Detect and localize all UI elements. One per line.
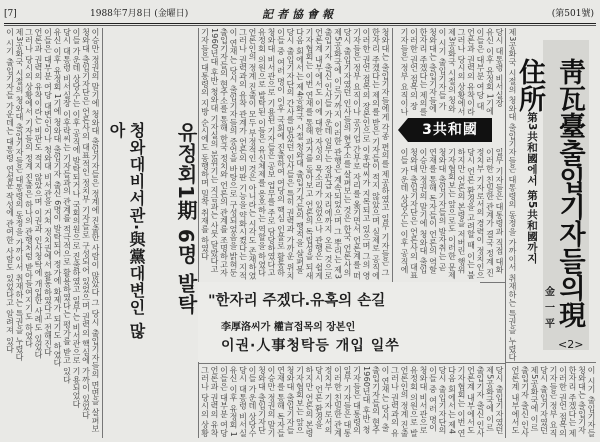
text-column: 유정회 의원으로 발탁된 이들은 유신체제를 옹호하는 역할을 하였다 <box>257 28 267 277</box>
text-column: 언론인의 정계 진출이 모두 부정적인 것은 아니라는 시각도 존재하였 <box>248 28 257 280</box>
text-column: 청와대 출입기자들의 발자취는 곧 <box>438 148 447 272</box>
text-column: 청와대는 출입기자들에 <box>428 28 438 113</box>
badge-notch <box>398 118 408 142</box>
text-column: 당시 출입기자단의 <box>438 366 447 435</box>
text-column: 기자협회는 이번 연 <box>457 366 466 438</box>
text-column: 제3공화국 시절의 청와 <box>447 28 457 113</box>
series-title: 靑瓦臺출입기자들의現住所 <box>514 58 585 328</box>
text-column: 기자들은 정부 요직이나 <box>400 28 409 116</box>
text-column: 다음 회에서는 제4 <box>447 366 457 435</box>
text-column: 언론계 내부에서도 이에 대한 자성의 목소리가 있었으나 관행은 쉽게 <box>314 28 324 280</box>
text-column: 청와대 출입기자단은 언론사의 대표적인 정치부 기자들로 구성되어 있었으며 권력의 핵심에 가까이 있었다 <box>81 28 91 419</box>
text-column: 유신 이후 유정회 1기에 <box>485 28 495 116</box>
text-column: 한자리 주겠다는 제의를 <box>419 28 428 116</box>
text-column: 당시 출입기자단의 간사를 맡았던 인사들은 특히 권력과 가까운 위치 <box>286 28 295 280</box>
section-rule <box>505 362 596 363</box>
text-column: 이들 가운데 상당수는 이후 공직에 발탁되거나 국회의원으로 진출하였고 일부는 비서관으로 기용되었다 <box>72 28 81 409</box>
text-column: 제5공화국에 이르 <box>530 366 539 432</box>
text-column: 언론계 내부에서도 <box>466 366 476 435</box>
text-column: 청와대 비서관으로 기용된 기자들은 공보 업무를 주로 담당하였다고 <box>267 28 276 277</box>
text-column: 당시 대통령 비서실장 이후락씨는 기자들과의 관계를 적극적으로 활용하였다는 평가를 받고 있다 <box>62 28 72 384</box>
text-column: 제5공화국에 이르기까지 이러한 관행은 계속되었으며 그 뿌리는 제3 <box>333 28 343 280</box>
text-column: 제5공화국에 이르 <box>485 366 495 432</box>
author-char: 金 <box>545 287 555 298</box>
text-column: 한자리 주겠다는 제의를 받은 기자들이 적지 않았으며 실제로 공직에 <box>371 28 381 280</box>
text-column: 청와대는 출입기자들에게 각종 편의를 제공하였고 일부 기자들은 그 <box>381 28 390 277</box>
text-column: 제3공화국 시절의 청와대 출입기자들은 대통령의 동정을 가까이서 취재하는 특권을 누렸다 <box>15 28 24 362</box>
text-column: 1960년대 후반 청와대 기자실의 분위기는 지금과는 사뭇 달랐다고 <box>210 28 219 274</box>
text-column: 청와대 출입기자들 <box>286 366 295 435</box>
masthead-rule <box>4 25 596 26</box>
page-number: [7] <box>4 9 17 19</box>
author-byline <box>537 285 563 333</box>
text-column: 이러한 권언 접목의 <box>558 366 568 438</box>
text-column: 언론인의 정계 진출 <box>400 366 409 438</box>
text-column: 언론계 내부에서도 <box>511 366 520 435</box>
text-column: 출입기자 출신 인사 <box>476 366 485 438</box>
text-column: 하지만 언론의 본령 <box>305 366 314 438</box>
headline: 유정회1期 6명 발탁 <box>174 122 198 315</box>
text-column: 그러나 권력과의 유착 관계가 언론의 비판 기능을 약화시켰다는 지적 <box>238 28 248 280</box>
text-column: 언론과 권력의 유착이라 <box>466 28 476 116</box>
text-column: 이들 가운데 상당수는 이후 공직에 <box>400 148 409 274</box>
text-column: 하지만 언론의 본령을 저버린 행위 <box>457 148 466 274</box>
text-column: 그러나 당시의 상황 <box>200 366 210 438</box>
text-column: 기자들은 대통령의 <box>352 366 362 435</box>
text-column: 그러나 당시의 상황에서 기자들의 정계 진출은 하나의 관행처럼 받아들여지기도 하였다 <box>24 28 34 348</box>
text-column: 기자들은 대통령의 지방 순시에도 동행하며 밀착 취재를 하였다 <box>200 28 210 261</box>
text-column: 1960년대 후반 청 <box>362 366 371 434</box>
column-divider <box>102 28 103 438</box>
author-char: 平 <box>545 319 555 330</box>
text-column: 당시 언론 환경을 <box>314 366 324 429</box>
text-column: 이 연재는 당시 출 <box>381 366 390 432</box>
text-column: 출입기자 출신 인사들 가운데 일부는 장관급 자리에까지 오른 것으로 <box>324 28 333 280</box>
text-column: 출입기자 출신 인사 <box>520 366 530 438</box>
text-column: 이 연재는 당시 출입기자들의 증언을 바탕으로 구성되었음을 밝혀둔 <box>229 28 238 277</box>
text-column: 기자협회보는 앞으 <box>295 366 305 435</box>
series-subtitle: 第3共和國에서 第5共和國까지 <box>526 112 538 264</box>
author-char: 一 <box>545 303 555 314</box>
text-column: 이승만 정권의 말기에 청와대 출입 <box>419 148 428 274</box>
text-column: 유정회 의원으로 발 <box>409 366 419 438</box>
text-column: 이들 가운데 상당수 <box>248 366 257 438</box>
quote-headline: "한자리 주겠다.유혹의 손길 <box>208 293 386 309</box>
text-column: 한자리 주겠다는 제 <box>568 366 577 438</box>
text-column: 정치부 기자로서의 경력이 정치인으 <box>476 148 485 280</box>
text-column: 이승만 정권의 말기에 청와대 출입기자들은 정계에 진출한 사람이 많았다 그 당시 출입기자들의 면면을 살펴보 <box>91 28 100 433</box>
text-column: 이 시기 출입기자들 <box>587 366 596 438</box>
text-column: 정치부 기자로서의 <box>324 366 333 435</box>
text-column: 이들 중 여러 명이 이후 국회에 진출하여 여당의 핵심 인물로 활동하 <box>276 28 286 277</box>
text-column: 유신 이후 유정회 1 <box>229 366 238 437</box>
text-column: 언론과 권력의 유착이라는 비판도 적지 않았으며 이권과 인사청탁에 개입한 사례도 있었다 <box>34 28 43 359</box>
column-divider <box>505 28 506 438</box>
text-column: 이 시기 출입기자들 가 <box>438 28 447 111</box>
text-column: 당시 출입기자였던 <box>539 366 549 435</box>
text-column: 당시 언론 환경을 고려할 때 이는 불 <box>466 148 476 280</box>
text-column: 청와대 비서관으로 <box>419 366 428 435</box>
section-rule <box>198 363 505 364</box>
text-column: 기자협회는 이번 연재를 통해 과거를 돌아보고 언론의 독립성을 되새 <box>305 28 314 280</box>
text-column: 이들은 대부분 여당 <box>219 366 229 438</box>
quote-deck: 이권·人事청탁등 개입 일쑤 <box>221 338 400 354</box>
text-column: 유신 이후 유정회 1기에 청와대 출입기자 출신 6명이 발탁되어 정가에 화제가 되기도 하였다 <box>53 28 62 367</box>
quote-subheadline: 李厚洛씨가 權言접목의 장본인 <box>221 322 356 333</box>
text-column: 당시 출입기자였던 <box>495 366 504 435</box>
text-column: 일부 기자들은 대통 <box>343 366 352 438</box>
text-column: 기자협회보는 앞으로도 이러한 문제 <box>447 148 457 280</box>
part-number: <2> <box>558 338 584 351</box>
text-column: 당시 대통령 비서실장 <box>495 28 504 108</box>
text-column: 이승만 정권의 말기 <box>267 366 276 438</box>
text-column: 언론과 권력의 유착 <box>210 366 219 438</box>
text-column: 청와대는 출입기자 <box>577 366 587 435</box>
era-badge: 3共和國 <box>408 118 492 142</box>
text-column: 출입기자들의 현주 <box>371 366 381 435</box>
text-column: 청와대 출입기자단은 언론사의 대표 <box>409 148 419 280</box>
text-column: 청와대 출입기자단 <box>257 366 267 435</box>
text-column: 일부 기자들은 대통령과 직접 대화 <box>495 148 504 274</box>
subheadline: 청와대비서관·與黨대변인 많아 <box>107 122 146 340</box>
text-column: 이 시기 출입기자들 가운데는 대통령 연설문 작성에 관여한 사람도 있었다고 알려져 있다 <box>5 28 15 354</box>
text-column: 다음 회에서는 제4공화국 시절 청와대 출입기자들의 행적을 살펴볼 <box>295 28 305 274</box>
column-divider <box>392 28 393 283</box>
text-column: 당시 출입기자였던 인사들의 현주소를 살펴보는 것은 한국 언론사의 <box>343 28 352 277</box>
text-column: 이들 중 여러 명이 <box>428 366 438 432</box>
issue-number: (第501號) <box>551 9 594 19</box>
text-column: 이러한 친밀한 관계 <box>333 366 343 438</box>
text-column: 연재를 통해 독자들이 언론의 역할 <box>428 148 438 274</box>
text-column: 기자들은 정부 요직 <box>549 366 558 438</box>
text-column: 제3공화국 시절의 청와대 출입기자들은 대통령의 동정을 가까이서 취재하는 특권을 누렸다 <box>508 28 517 362</box>
text-column: 기자들은 정부 요직이나 공기업 간부로 자리를 옮기면서 언론계를 떠 <box>352 28 362 280</box>
text-column: 이들은 대부분 여당 대변인이나 청와대 비서관을 거쳐 정치권에서 활동하였다고 전해진다 <box>43 28 53 357</box>
text-column: 출입기자들의 현주소를 통해 한국 정치와 언론의 관계를 조명하고자 <box>219 28 229 277</box>
text-column: 당시 대통령 비서실 <box>238 366 248 438</box>
text-column: 그러나 권력과의 유 <box>390 366 400 438</box>
text-column: 이러한 친밀한 관계가 결국 정계 진 <box>485 148 495 277</box>
text-column: 연재를 통해 독자들 <box>276 366 286 438</box>
text-column: 이러한 권언 접목의 장 <box>409 28 419 111</box>
masthead <box>4 7 596 24</box>
issue-date: 1988年7月8日 (金曜日) <box>90 9 189 19</box>
text-column: 그러나 당시의 상황에서 <box>457 28 466 116</box>
text-column: 이들은 대부분 여당 대 <box>476 28 485 111</box>
text-column: 이러한 권언 접목의 장본인으로 이후락씨가 지목되고 있으며 그의 영 <box>362 28 371 280</box>
paper-title: 記者協會報 <box>262 8 337 21</box>
